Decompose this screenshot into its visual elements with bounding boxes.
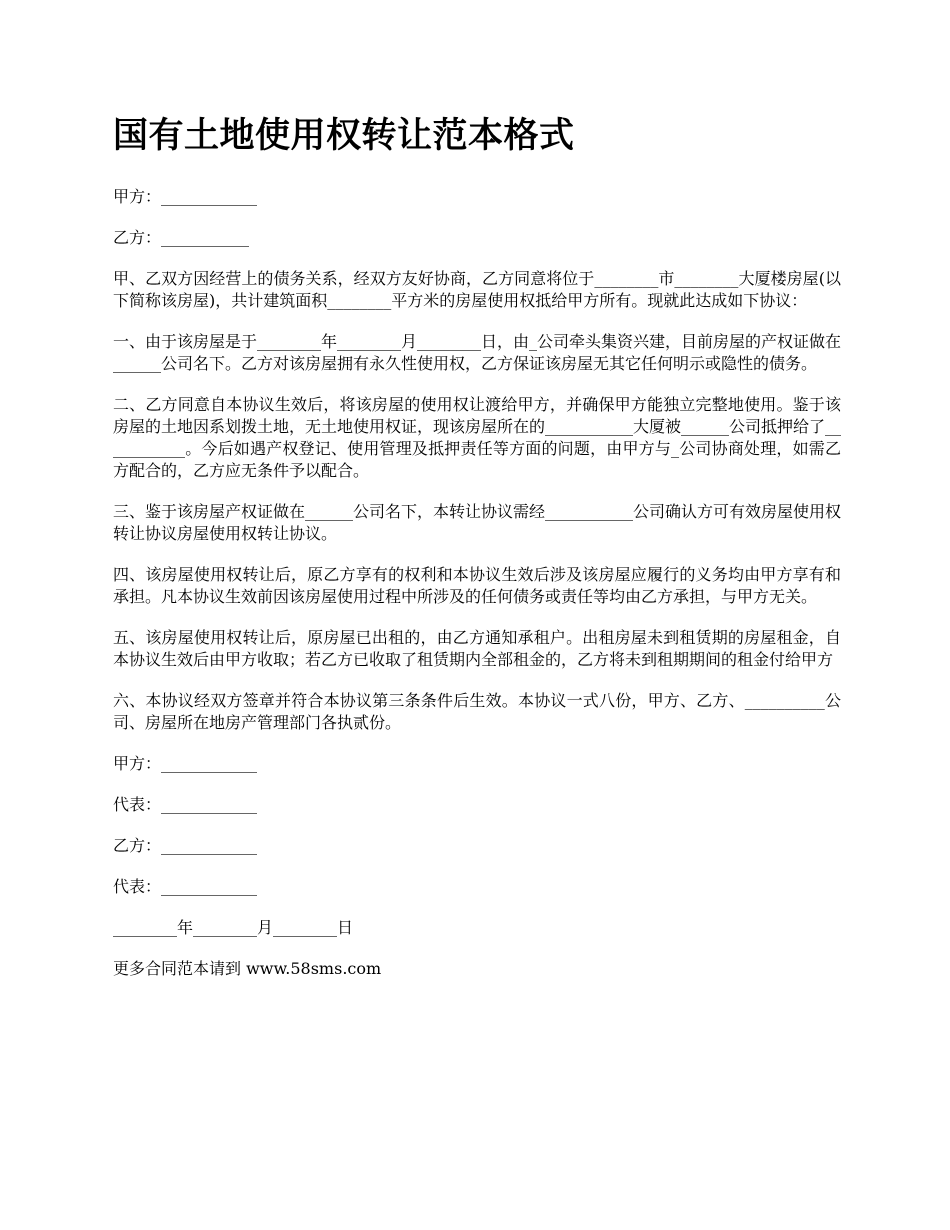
signature-rep-a: 代表：____________ — [113, 795, 258, 814]
signature-rep-b: 代表：____________ — [113, 877, 258, 896]
footer-link-text: 更多合同范本请到 www.58sms.com — [113, 959, 382, 978]
document-page — [113, 112, 841, 996]
clause-1: 一、由于该房屋是于________年________月________日，由_公司牵头集资兴建，目前房屋的产权证做在______公司名下。乙方对该房屋拥有永久性使用权，乙方保证该房屋无其它任何明示或隐性的债务。 — [113, 332, 842, 373]
signature-party-a: 甲方：____________ — [113, 754, 258, 773]
party-b-line: 乙方：___________ — [113, 228, 250, 247]
preamble-paragraph: 甲、乙双方因经营上的债务关系，经双方友好协商，乙方同意将位于________市________大厦楼房屋(以下简称该房屋)，共计建筑面积________平方米的房屋使用权抵给甲方所有。现就此达成如下协议： — [113, 269, 841, 310]
party-a-line: 甲方：____________ — [113, 187, 258, 206]
signature-party-b: 乙方：____________ — [113, 836, 258, 855]
clause-6: 六、本协议经双方签章并符合本协议第三条条件后生效。本协议一式八份，甲方、乙方、__________公司、房屋所在地房产管理部门各执贰份。 — [113, 691, 841, 732]
signature-date: ________年________月________日 — [113, 918, 354, 937]
clause-5: 五、该房屋使用权转让后，原房屋已出租的，由乙方通知承租户。出租房屋未到租赁期的房屋租金，自本协议生效后由甲方收取；若乙方已收取了租赁期内全部租金的，乙方将未到租期期间的租金付给甲方 — [113, 628, 841, 669]
document-title: 国有土地使用权转让范本格式 — [113, 116, 575, 156]
clause-3: 三、鉴于该房屋产权证做在______公司名下，本转让协议需经___________公司确认方可有效房屋使用权转让协议房屋使用权转让协议。 — [113, 502, 842, 543]
clause-4: 四、该房屋使用权转让后，原乙方享有的权利和本协议生效后涉及该房屋应履行的义务均由甲方享有和承担。凡本协议生效前因该房屋使用过程中所涉及的任何债务或责任等均由乙方承担，与甲方无关。 — [113, 565, 841, 606]
clause-2: 二、乙方同意自本协议生效后，将该房屋的使用权让渡给甲方，并确保甲方能独立完整地使用。鉴于该房屋的土地因系划拨土地，无土地使用权证，现该房屋所在的___________大厦被______公司抵押给了___________。今后如遇产权登记、使用管理及抵押责任等方面的问题，由甲方与_公司协商处理，如需乙方配合的，乙方应无条件予以配合。 — [113, 395, 842, 480]
